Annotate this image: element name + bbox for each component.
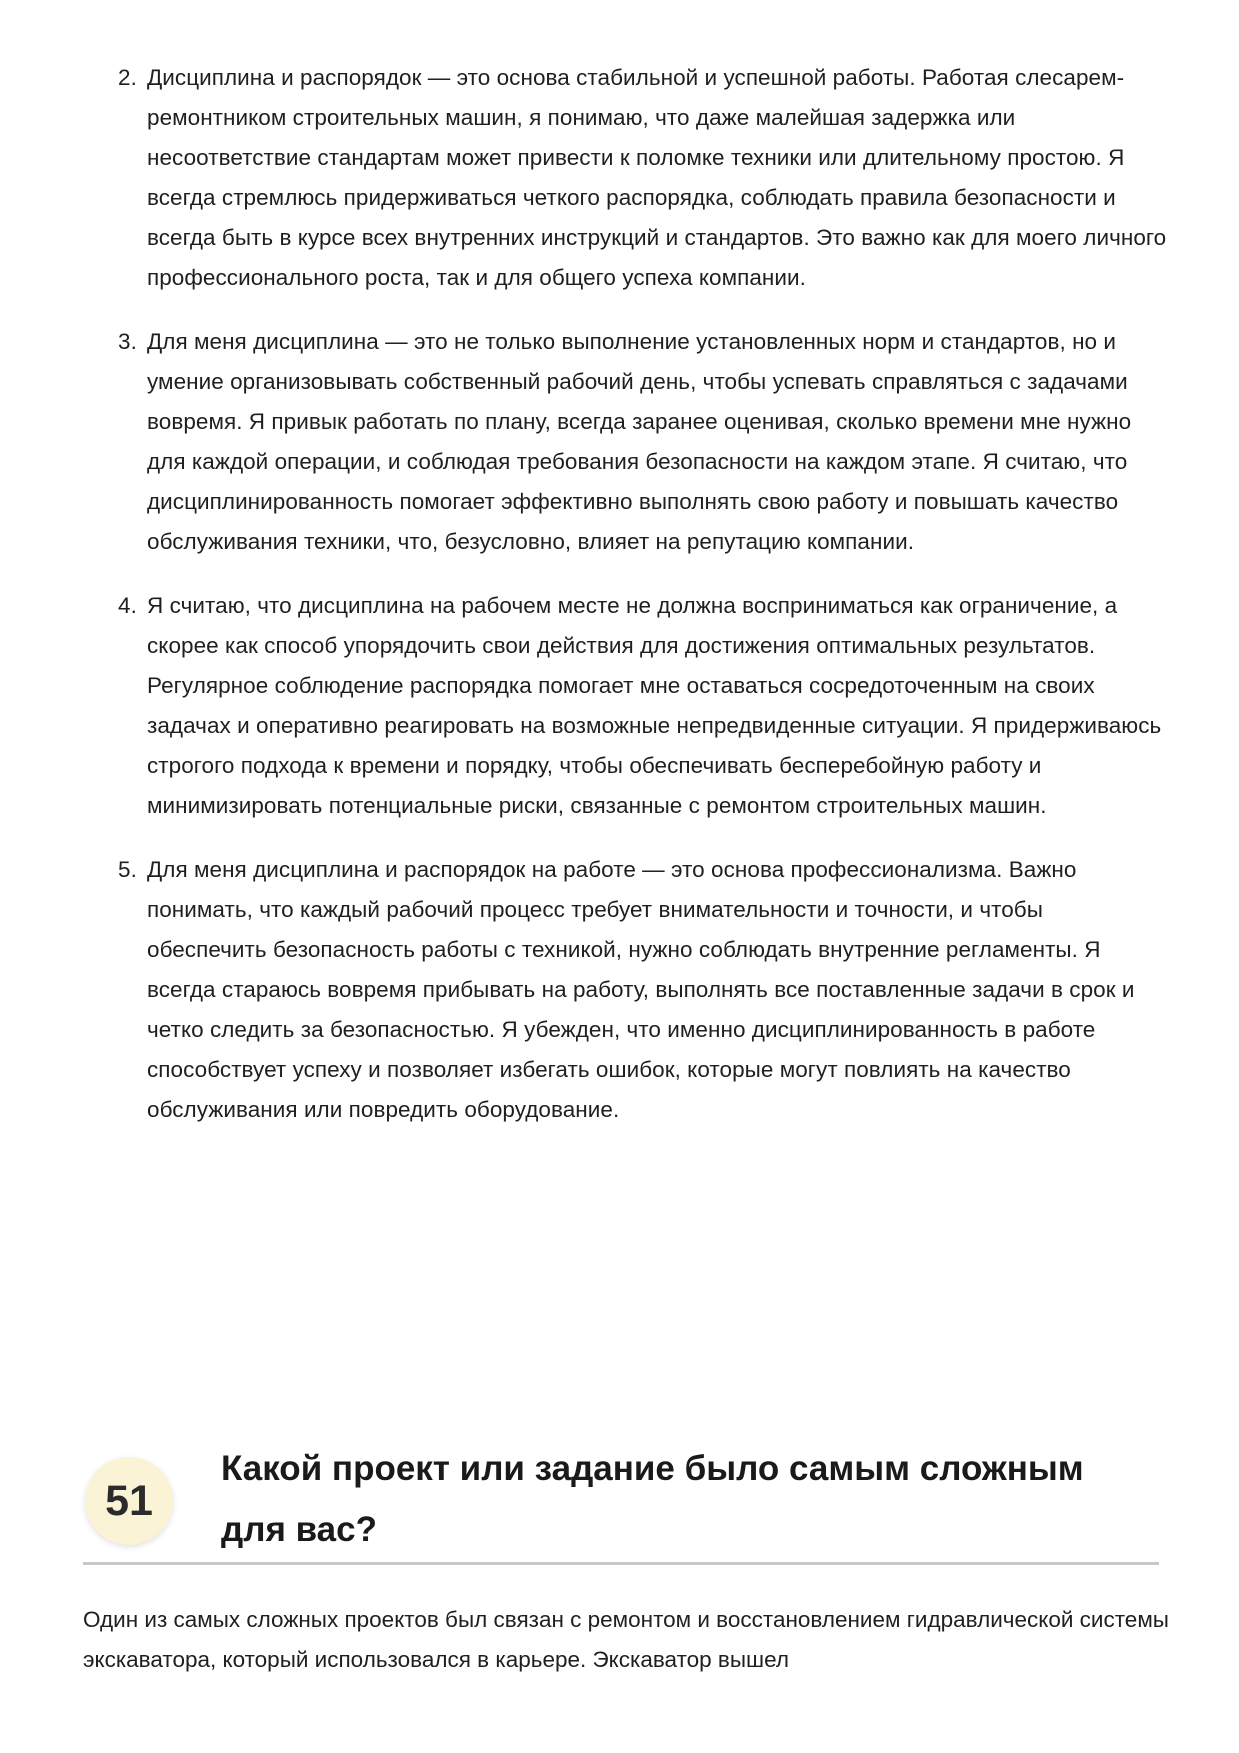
list-item-number: 3.	[118, 329, 137, 354]
list-item-number: 5.	[118, 857, 137, 882]
list-item-text: Для меня дисциплина — это не только выполнение установленных норм и стандартов, но и умение организовывать собственный рабочий день, чтобы успевать справляться с задачами вовремя. Я привык работать по плану, всегда заранее оценивая, сколько времени мне нужно для каждой операции, и соблюдая требования безопасности на каждом этапе. Я считаю, что дисциплинированность помогает эффективно выполнять свою работу и повышать качество обслуживания техники, что, безусловно, влияет на репутацию компании.	[147, 329, 1132, 554]
question-header	[83, 1424, 1159, 1565]
list-item	[118, 58, 1168, 298]
list-item-text: Дисциплина и распорядок — это основа стабильной и успешной работы. Работая слесарем-ремонтником строительных машин, я понимаю, что даже малейшая задержка или несоответствие стандартам может привести к поломке техники или длительному простою. Я всегда стремлюсь придерживаться четкого распорядка, соблюдать правила безопасности и всегда быть в курсе всех внутренних инструкций и стандартов. Это важно как для моего личного профессионального роста, так и для общего успеха компании.	[147, 65, 1167, 290]
list-item-text: Я считаю, что дисциплина на рабочем месте не должна восприниматься как ограничение, а скорее как способ упорядочить свои действия для достижения оптимальных результатов. Регулярное соблюдение распорядка помогает мне оставаться сосредоточенным на своих задачах и оперативно реагировать на возможные непредвиденные ситуации. Я придерживаюсь строгого подхода к времени и порядку, чтобы обеспечивать бесперебойную работу и минимизировать потенциальные риски, связанные с ремонтом строительных машин.	[147, 593, 1162, 818]
answer-list	[118, 58, 1168, 1154]
list-item-number: 2.	[118, 65, 137, 90]
list-item-text: Для меня дисциплина и распорядок на работе — это основа профессионализма. Важно понимать, что каждый рабочий процесс требует внимательности и точности, и чтобы обеспечить безопасность работы с техникой, нужно соблюдать внутренние регламенты. Я всегда стараюсь вовремя прибывать на работу, выполнять все поставленные задачи в срок и четко следить за безопасностью. Я убежден, что именно дисциплинированность в работе способствует успеху и позволяет избегать ошибок, которые могут повлиять на качество обслуживания или повредить оборудование.	[147, 857, 1135, 1122]
answer-paragraph: Один из самых сложных проектов был связан с ремонтом и восстановлением гидравлической системы экскаватора, который использовался в карьере. Экскаватор вышел	[83, 1607, 1169, 1672]
list-item	[118, 850, 1168, 1130]
list-item	[118, 322, 1168, 562]
question-title: Какой проект или задание было самым сложным для вас?	[221, 1449, 1084, 1549]
list-item	[118, 586, 1168, 826]
list-item-number: 4.	[118, 593, 137, 618]
question-number-badge: 51	[85, 1457, 173, 1545]
